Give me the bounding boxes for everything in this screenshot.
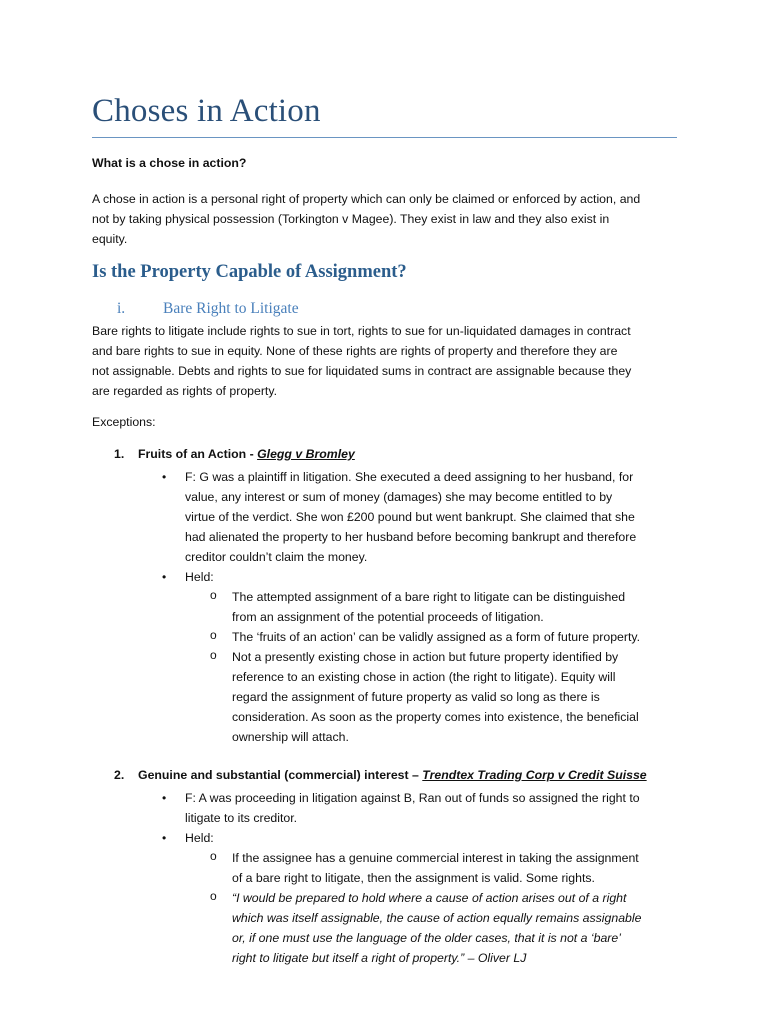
bullet-icon: • [162, 470, 167, 484]
facts-line: had alienated the property to her husband before becoming bankrupt and therefore [185, 530, 637, 544]
exception-title-wrap [138, 768, 647, 782]
facts-line: value, any interest or sum of money (damages) she may become entitled to by [185, 490, 613, 504]
held-text: Held: [185, 570, 214, 584]
held-point [232, 848, 682, 888]
held-text: Held: [185, 831, 214, 845]
exception-title-wrap [138, 447, 355, 461]
exception-number: 2. [114, 768, 125, 782]
held-line: Not a presently existing chose in action but future property identified by [232, 650, 619, 664]
bullet-icon: • [162, 570, 167, 584]
quote-line: which was itself assignable, the cause of action equally remains assignable [232, 911, 642, 925]
bullet-icon: • [162, 791, 167, 805]
exceptions-label: Exceptions: [92, 415, 156, 429]
facts-block [185, 788, 685, 828]
facts-line: F: A was proceeding in litigation against B, Ran out of funds so assigned the right to [185, 791, 640, 805]
bare-right-paragraph [92, 321, 682, 401]
held-line: The attempted assignment of a bare right to litigate can be distinguished [232, 590, 626, 604]
paragraph-line: not assignable. Debts and rights to sue for liquidated sums in contract are assignable because they [92, 364, 632, 378]
exception-number: 1. [114, 447, 125, 461]
facts-block [185, 467, 685, 567]
held-line: regard the assignment of future property as valid so long as there is [232, 690, 600, 704]
subsection-title: Bare Right to Litigate [163, 300, 299, 317]
held-line: consideration. As soon as the property comes into existence, the beneficial [232, 710, 639, 724]
paragraph-line: are regarded as rights of property. [92, 384, 278, 398]
held-line: The ‘fruits of an action’ can be validly assigned as a form of future property. [232, 630, 641, 644]
facts-line: litigate to its creditor. [185, 811, 298, 825]
section-heading: Is the Property Capable of Assignment? [92, 262, 407, 282]
intro-line: A chose in action is a personal right of property which can only be claimed or enforced by action, and [92, 192, 641, 206]
intro-line: not by taking physical possession (Torkington v Magee). They exist in law and they also exist in [92, 212, 610, 226]
sub-bullet-icon: o [210, 628, 217, 642]
sub-bullet-icon: o [210, 849, 217, 863]
title-underline [92, 137, 677, 138]
sub-bullet-icon: o [210, 648, 217, 662]
held-line: If the assignee has a genuine commercial interest in taking the assignment [232, 851, 639, 865]
held-line: of a bare right to litigate, then the assignment is valid. Some rights. [232, 871, 595, 885]
quote-line: right to litigate but itself a right of property.” – Oliver LJ [232, 951, 527, 965]
case-name: Glegg v Bromley [257, 447, 355, 461]
subsection-number: i. [117, 300, 126, 317]
facts-line: virtue of the verdict. She won £200 pound but went bankrupt. She claimed that she [185, 510, 635, 524]
exception-title: Genuine and substantial (commercial) interest – [138, 768, 423, 782]
case-name: Trendtex Trading Corp v Credit Suisse [422, 768, 647, 782]
held-label [185, 828, 768, 848]
paragraph-line: and bare rights to sue in equity. None of these rights are rights of property and therefore they are [92, 344, 618, 358]
bullet-icon: • [162, 831, 167, 845]
paragraph-line: Bare rights to litigate include rights to sue in tort, rights to sue for un-liquidated damages in contract [92, 324, 631, 338]
intro-paragraph [92, 189, 682, 249]
sub-bullet-icon: o [210, 889, 217, 903]
intro-line: equity. [92, 232, 128, 246]
question-heading: What is a chose in action? [92, 156, 247, 170]
quote-line: “I would be prepared to hold where a cause of action arises out of a right [232, 891, 627, 905]
held-point [232, 647, 682, 747]
facts-line: F: G was a plaintiff in litigation. She executed a deed assigning to her husband, for [185, 470, 634, 484]
sub-bullet-icon: o [210, 588, 217, 602]
held-point [232, 587, 682, 627]
held-line: reference to an existing chose in action (the right to litigate). Equity will [232, 670, 616, 684]
held-label [185, 567, 768, 587]
quote-line: or, if one must use the language of the older cases, that it is not a ‘bare’ [232, 931, 621, 945]
facts-line: creditor couldn’t claim the money. [185, 550, 368, 564]
held-line: from an assignment of the potential proceeds of litigation. [232, 610, 544, 624]
held-quote [232, 888, 682, 968]
exception-title: Fruits of an Action - [138, 447, 258, 461]
held-line: ownership will attach. [232, 730, 349, 744]
page-title: Choses in Action [92, 93, 321, 129]
held-point [232, 627, 682, 647]
